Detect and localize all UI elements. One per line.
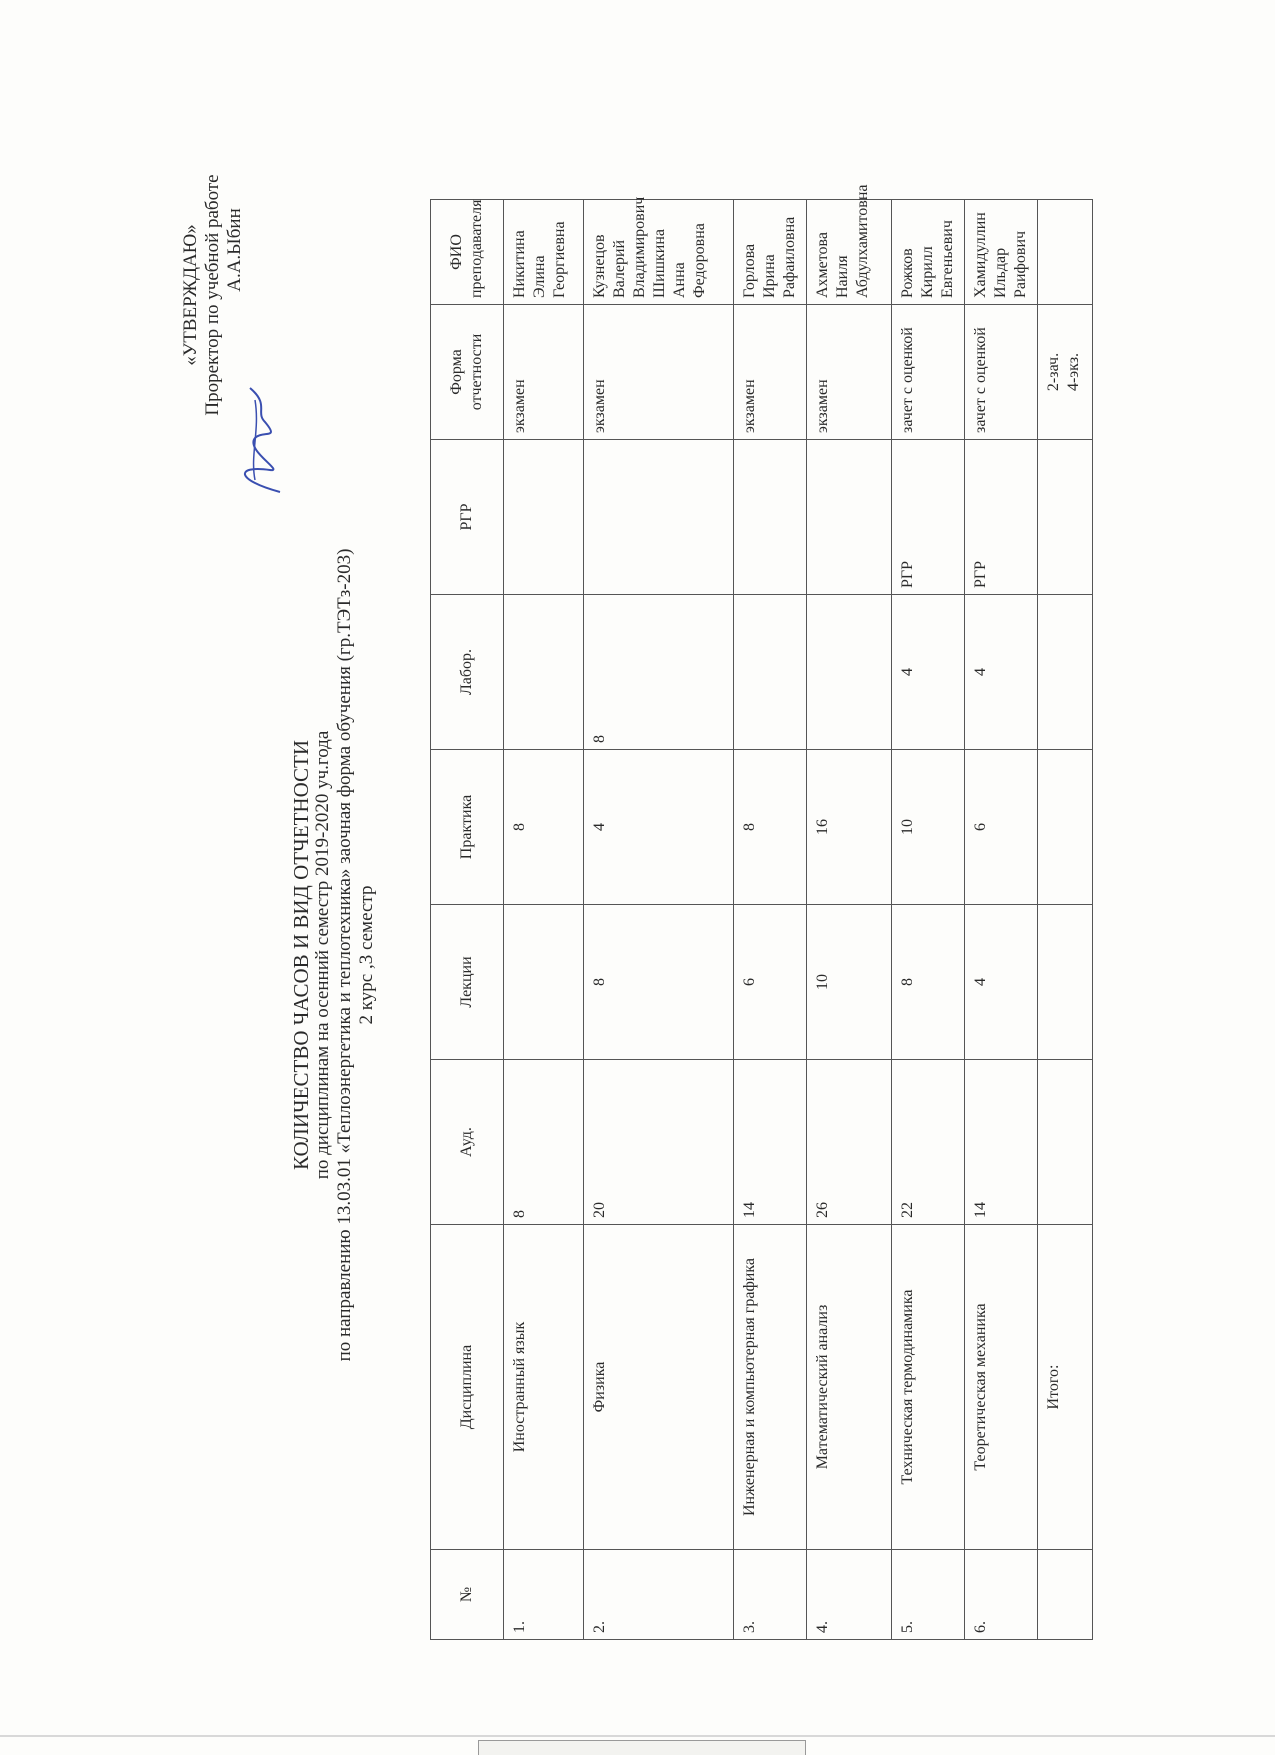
cell-practice: 4 bbox=[584, 750, 734, 905]
cell-aud: 8 bbox=[504, 1060, 584, 1225]
cell-teacher: Рожков Кирилл Евгеньевич bbox=[892, 200, 965, 305]
cell-num: 4. bbox=[807, 1550, 892, 1640]
cell-teacher bbox=[1038, 200, 1093, 305]
cell-discipline: Математический анализ bbox=[807, 1225, 892, 1550]
cell-discipline: Физика bbox=[584, 1225, 734, 1550]
table-row bbox=[734, 200, 807, 1640]
cell-practice: 10 bbox=[892, 750, 965, 905]
cell-lectures: 4 bbox=[965, 905, 1038, 1060]
cell-rgr bbox=[584, 440, 734, 595]
cell-num: 3. bbox=[734, 1550, 807, 1640]
cell-form: экзамен bbox=[734, 305, 807, 440]
title-course: 2 курс ,3 семестр bbox=[356, 885, 377, 1025]
cell-teacher: Хамидуллин Ильдар Раифович bbox=[965, 200, 1038, 305]
title-direction: по направлению 13.03.01 «Теплоэнергетика и теплотехника» заочная форма обучения (гр.ТЭТз-203) bbox=[334, 548, 355, 1362]
cell-form: зачет с оценкой bbox=[965, 305, 1038, 440]
cell-rgr: РГР bbox=[965, 440, 1038, 595]
cell-lectures bbox=[1038, 905, 1093, 1060]
cell-discipline: Теоретическая механика bbox=[965, 1225, 1038, 1550]
cell-num: 1. bbox=[504, 1550, 584, 1640]
cell-teacher: Горлова Ирина Рафаиловна bbox=[734, 200, 807, 305]
scan-tab-mark bbox=[478, 1740, 806, 1755]
header-aud: Ауд. bbox=[431, 1060, 504, 1225]
table-row bbox=[965, 200, 1038, 1640]
cell-lab bbox=[504, 595, 584, 750]
header-lab: Лабор. bbox=[431, 595, 504, 750]
cell-teacher: Ахметова Наиля Абдулхамитовна bbox=[807, 200, 892, 305]
cell-lab: 4 bbox=[965, 595, 1038, 750]
header-lectures: Лекции bbox=[431, 905, 504, 1060]
cell-num: 5. bbox=[892, 1550, 965, 1640]
header-form: Форма отчетности bbox=[431, 305, 504, 440]
total-form bbox=[1038, 305, 1093, 440]
approval-position: Проректор по учебной работе bbox=[202, 174, 223, 416]
total-exams: 4-экз. bbox=[1065, 352, 1082, 392]
table-header-row bbox=[431, 200, 504, 1640]
cell-rgr bbox=[807, 440, 892, 595]
cell-aud: 26 bbox=[807, 1060, 892, 1225]
title-main: КОЛИЧЕСТВО ЧАСОВ И ВИД ОТЧЕТНОСТИ bbox=[289, 740, 313, 1170]
cell-aud: 20 bbox=[584, 1060, 734, 1225]
cell-form: экзамен bbox=[584, 305, 734, 440]
cell-aud: 22 bbox=[892, 1060, 965, 1225]
cell-rgr bbox=[734, 440, 807, 595]
cell-lectures: 10 bbox=[807, 905, 892, 1060]
cell-rgr bbox=[504, 440, 584, 595]
cell-practice: 6 bbox=[965, 750, 1038, 905]
header-discipline: Дисциплина bbox=[431, 1225, 504, 1550]
cell-lab: 4 bbox=[892, 595, 965, 750]
cell-aud: 14 bbox=[965, 1060, 1038, 1225]
cell-num: 2. bbox=[584, 1550, 734, 1640]
cell-teacher: Никитина Элина Георгиевна bbox=[504, 200, 584, 305]
cell-form: экзамен bbox=[807, 305, 892, 440]
approval-heading: «УТВЕРЖДАЮ» bbox=[180, 224, 201, 366]
cell-lectures: 8 bbox=[584, 905, 734, 1060]
cell-lectures: 6 bbox=[734, 905, 807, 1060]
cell-discipline: Техническая термодинамика bbox=[892, 1225, 965, 1550]
cell-num bbox=[1038, 1550, 1093, 1640]
cell-lab bbox=[807, 595, 892, 750]
total-credits: 2-зач. bbox=[1045, 352, 1062, 392]
header-rgr: РГР bbox=[431, 440, 504, 595]
cell-discipline: Инженерная и компьютерная графика bbox=[734, 1225, 807, 1550]
hours-table bbox=[430, 184, 1093, 1640]
cell-lab: 8 bbox=[584, 595, 734, 750]
table-total-row bbox=[1038, 200, 1093, 1640]
cell-practice: 16 bbox=[807, 750, 892, 905]
cell-form: зачет с оценкой bbox=[892, 305, 965, 440]
header-teacher: ФИО преподавателя bbox=[431, 200, 504, 305]
table-row bbox=[892, 200, 965, 1640]
cell-lab bbox=[1038, 595, 1093, 750]
cell-rgr: РГР bbox=[892, 440, 965, 595]
total-label: Итого: bbox=[1038, 1225, 1093, 1550]
document-title bbox=[290, 455, 378, 1455]
cell-rgr bbox=[1038, 440, 1093, 595]
table-row bbox=[807, 200, 892, 1640]
cell-discipline: Иностранный язык bbox=[504, 1225, 584, 1550]
cell-lab bbox=[734, 595, 807, 750]
cell-aud: 14 bbox=[734, 1060, 807, 1225]
table-row bbox=[584, 200, 734, 1640]
cell-num: 6. bbox=[965, 1550, 1038, 1640]
signature-mark bbox=[225, 380, 295, 500]
scan-edge-line bbox=[0, 1735, 1275, 1737]
cell-lectures bbox=[504, 905, 584, 1060]
cell-practice: 8 bbox=[734, 750, 807, 905]
cell-lectures: 8 bbox=[892, 905, 965, 1060]
header-practice: Практика bbox=[431, 750, 504, 905]
cell-aud bbox=[1038, 1060, 1093, 1225]
table-row bbox=[504, 200, 584, 1640]
header-num: № bbox=[431, 1550, 504, 1640]
approval-name: А.А.Ыбин bbox=[224, 208, 245, 292]
cell-form: экзамен bbox=[504, 305, 584, 440]
title-semester: по дисциплинам на осенний семестр 2019-2020 уч.года bbox=[312, 730, 333, 1180]
cell-practice bbox=[1038, 750, 1093, 905]
cell-teacher: Кузнецов Валерий Владимирович Шишкина Анна Федоровна bbox=[584, 200, 734, 305]
cell-practice: 8 bbox=[504, 750, 584, 905]
